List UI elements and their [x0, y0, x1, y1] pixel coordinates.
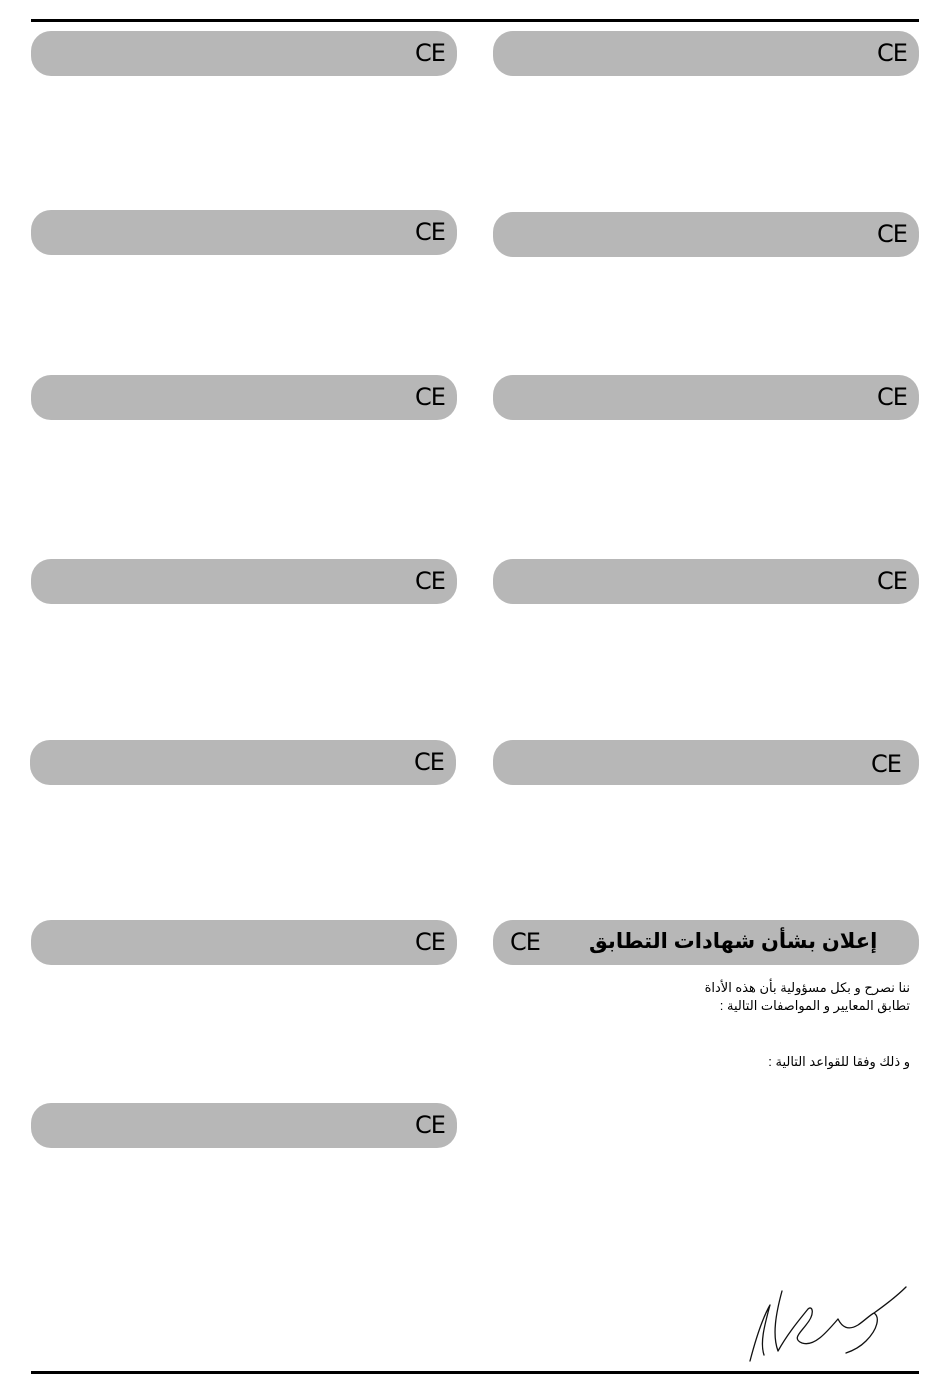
declaration-bar-left-6: [31, 920, 457, 965]
declaration-bar-left-2: [31, 210, 457, 255]
ce-mark-icon: CE: [415, 383, 445, 411]
ce-mark-icon: CE: [877, 567, 907, 595]
ce-mark-icon: CE: [415, 1111, 445, 1139]
ce-mark-icon: CE: [415, 218, 445, 246]
declaration-bar-right-5: [493, 740, 919, 785]
declaration-bar-left-5: [30, 740, 456, 785]
declaration-bar-left-3: [31, 375, 457, 420]
declaration-bar-left-1: [31, 31, 457, 76]
signature-icon: [742, 1283, 907, 1363]
arabic-declaration-line-2: تطابق المعايير و المواصفات التالية :: [719, 998, 910, 1013]
declaration-bar-right-1: [493, 31, 919, 76]
arabic-rules-line: و ذلك وفقا للقواعد التالية :: [768, 1054, 910, 1069]
ce-mark-icon: CE: [877, 220, 907, 248]
arabic-declaration-line-1: ننا نصرح و بكل مسؤولية بأن هذه الأداة: [704, 980, 910, 995]
arabic-declaration-title: إعلان بشأن شهادات التطابق: [589, 930, 878, 953]
declaration-bar-right-3: [493, 375, 919, 420]
declaration-bar-left-4: [31, 559, 457, 604]
declaration-bar-left-7: [31, 1103, 457, 1148]
ce-mark-icon: CE: [415, 39, 445, 67]
ce-mark-icon: CE: [510, 928, 540, 956]
declaration-bar-right-4: [493, 559, 919, 604]
ce-mark-icon: CE: [414, 748, 444, 776]
ce-mark-icon: CE: [877, 39, 907, 67]
ce-mark-icon: CE: [877, 383, 907, 411]
bottom-rule: [31, 1371, 919, 1374]
ce-mark-icon: CE: [415, 567, 445, 595]
ce-mark-icon: CE: [415, 928, 445, 956]
ce-mark-icon: CE: [871, 750, 901, 778]
arabic-declaration-bar: [493, 920, 919, 965]
top-rule: [31, 19, 919, 22]
declaration-bar-right-2: [493, 212, 919, 257]
